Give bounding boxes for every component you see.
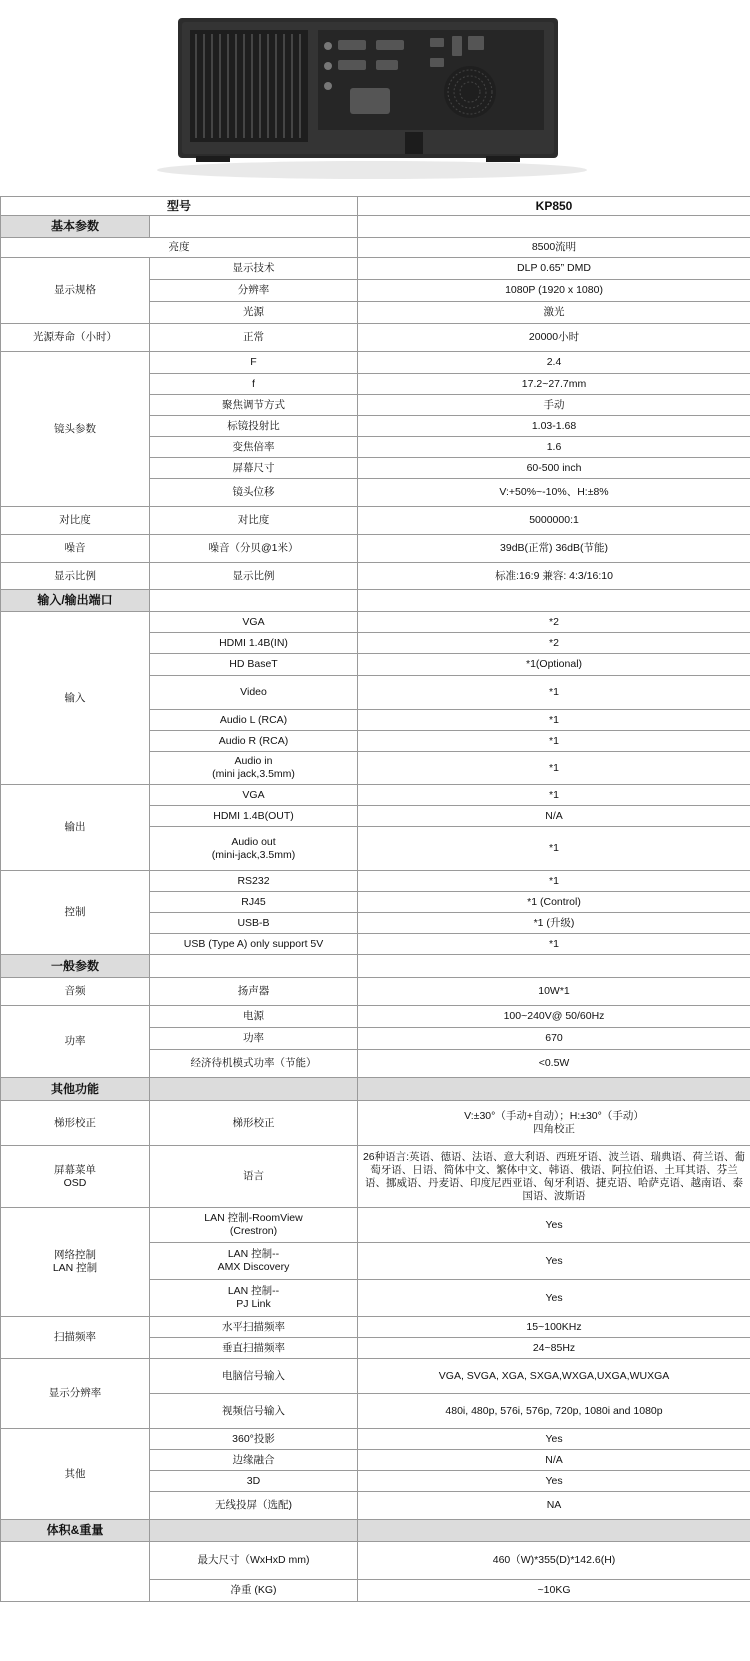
spec-table-wrapper — [0, 196, 750, 1602]
spec-label: 镜头位移 — [150, 479, 358, 507]
section-row — [1, 1078, 750, 1101]
spec-value: *1 — [358, 752, 750, 785]
spec-value: 480i, 480p, 576i, 576p, 720p, 1080i and 1080p — [358, 1394, 750, 1429]
spec-value: 1.03-1.68 — [358, 416, 750, 437]
spec-label: HDMI 1.4B(IN) — [150, 633, 358, 654]
spec-label: 电源 — [150, 1006, 358, 1028]
spec-label: RJ45 — [150, 892, 358, 913]
spec-label: USB (Type A) only support 5V — [150, 934, 358, 955]
spec-value: NA — [358, 1492, 750, 1520]
table-row — [1, 978, 750, 1006]
spec-label: 梯形校正 — [150, 1101, 358, 1146]
spec-value: V:+50%~-10%、H:±8% — [358, 479, 750, 507]
spec-label: 边缘融合 — [150, 1450, 358, 1471]
spec-value: <0.5W — [358, 1050, 750, 1078]
table-row — [1, 612, 750, 633]
group-label: 梯形校正 — [1, 1101, 150, 1146]
group-label: 网络控制 LAN 控制 — [1, 1208, 150, 1317]
table-row — [1, 1006, 750, 1028]
table-row — [1, 563, 750, 590]
spec-label: 聚焦调节方式 — [150, 395, 358, 416]
group-label: 镜头参数 — [1, 352, 150, 507]
spec-label: 噪音（分贝@1米） — [150, 535, 358, 563]
spec-label: Audio out (mini-jack,3.5mm) — [150, 827, 358, 871]
spec-value: *1 (升级) — [358, 913, 750, 934]
group-label: 屏幕菜单 OSD — [1, 1146, 150, 1208]
spec-value: ~10KG — [358, 1580, 750, 1602]
spec-label: LAN 控制-- PJ Link — [150, 1280, 358, 1317]
spec-table — [0, 196, 750, 1602]
spec-label: 水平扫描频率 — [150, 1317, 358, 1338]
group-label: 对比度 — [1, 507, 150, 535]
spec-value: *1 — [358, 871, 750, 892]
spec-value: *1 — [358, 785, 750, 806]
group-label: 光源寿命（小时） — [1, 324, 150, 352]
section-row — [1, 590, 750, 612]
group-label: 显示分辨率 — [1, 1359, 150, 1429]
table-row — [1, 238, 750, 258]
spec-value: 激光 — [358, 302, 750, 324]
table-row — [1, 1542, 750, 1580]
section-title: 基本参数 — [1, 216, 150, 238]
spec-label: Audio in (mini jack,3.5mm) — [150, 752, 358, 785]
spec-label: Video — [150, 676, 358, 710]
spec-value: V:±30°（手动+自动）；H:±30°（手动） 四角校正 — [358, 1101, 750, 1146]
spec-label: 视频信号输入 — [150, 1394, 358, 1429]
model-label: 型号 — [1, 197, 358, 216]
table-row — [1, 871, 750, 892]
spec-label: 显示比例 — [150, 563, 358, 590]
spec-label: 语言 — [150, 1146, 358, 1208]
spec-value: Yes — [358, 1280, 750, 1317]
group-label: 输出 — [1, 785, 150, 871]
spec-label: LAN 控制-- AMX Discovery — [150, 1243, 358, 1280]
product-image — [0, 0, 750, 190]
table-row — [1, 1317, 750, 1338]
spec-label: 显示技术 — [150, 258, 358, 280]
spec-label: 扬声器 — [150, 978, 358, 1006]
spec-label: 功率 — [150, 1028, 358, 1050]
table-row — [1, 785, 750, 806]
spec-value: Yes — [358, 1471, 750, 1492]
spec-label: HD BaseT — [150, 654, 358, 676]
model-value: KP850 — [358, 197, 750, 216]
spec-value: *1(Optional) — [358, 654, 750, 676]
table-row — [1, 324, 750, 352]
spec-value: 60-500 inch — [358, 458, 750, 479]
spec-label: 最大尺寸（WxHxD mm) — [150, 1542, 358, 1580]
spec-label: 3D — [150, 1471, 358, 1492]
spec-value: 2.4 — [358, 352, 750, 374]
section-row — [1, 955, 750, 978]
spec-value: *1 — [358, 934, 750, 955]
spec-label: USB-B — [150, 913, 358, 934]
table-row — [1, 1359, 750, 1394]
spec-value: 460（W)*355(D)*142.6(H) — [358, 1542, 750, 1580]
group-label: 显示规格 — [1, 258, 150, 324]
section-title: 体积&重量 — [1, 1520, 150, 1542]
spec-label: 360°投影 — [150, 1429, 358, 1450]
section-title: 其他功能 — [1, 1078, 150, 1101]
spec-value: *1 — [358, 676, 750, 710]
section-title: 输入/输出端口 — [1, 590, 150, 612]
spec-value: 5000000:1 — [358, 507, 750, 535]
spec-label: RS232 — [150, 871, 358, 892]
spec-label: 对比度 — [150, 507, 358, 535]
table-row — [1, 1208, 750, 1243]
spec-label: 正常 — [150, 324, 358, 352]
spec-value: 100~240V@ 50/60Hz — [358, 1006, 750, 1028]
spec-value: 24~85Hz — [358, 1338, 750, 1359]
table-row — [1, 1101, 750, 1146]
spec-value: 标准:16:9 兼容: 4:3/16:10 — [358, 563, 750, 590]
group-label: 显示比例 — [1, 563, 150, 590]
spec-value: Yes — [358, 1243, 750, 1280]
spec-value: 39dB(正常) 36dB(节能) — [358, 535, 750, 563]
spec-value: Yes — [358, 1429, 750, 1450]
section-title: 一般参数 — [1, 955, 150, 978]
table-row — [1, 1429, 750, 1450]
table-header-row — [1, 197, 750, 216]
spec-label: Audio R (RCA) — [150, 731, 358, 752]
section-row — [1, 216, 750, 238]
spec-value: VGA, SVGA, XGA, SXGA,WXGA,UXGA,WUXGA — [358, 1359, 750, 1394]
spec-value: 1080P (1920 x 1080) — [358, 280, 750, 302]
spec-value: *1 — [358, 827, 750, 871]
spec-value: 17.2~27.7mm — [358, 374, 750, 395]
table-row — [1, 352, 750, 374]
spec-value: 20000小时 — [358, 324, 750, 352]
spec-label: 无线投屏（选配) — [150, 1492, 358, 1520]
spec-label: 净重 (KG) — [150, 1580, 358, 1602]
spec-label: 分辨率 — [150, 280, 358, 302]
spec-value: *1 — [358, 731, 750, 752]
spec-label: 光源 — [150, 302, 358, 324]
spec-value: 10W*1 — [358, 978, 750, 1006]
spec-value: DLP 0.65” DMD — [358, 258, 750, 280]
group-label: 其他 — [1, 1429, 150, 1520]
spec-value: 8500流明 — [358, 238, 750, 258]
spec-label: 经济待机模式功率（节能） — [150, 1050, 358, 1078]
spec-label: VGA — [150, 785, 358, 806]
spec-value: 手动 — [358, 395, 750, 416]
group-label: 音频 — [1, 978, 150, 1006]
table-row — [1, 507, 750, 535]
spec-label: 电脑信号输入 — [150, 1359, 358, 1394]
table-row — [1, 1146, 750, 1208]
table-row — [1, 258, 750, 280]
spec-label: 屏幕尺寸 — [150, 458, 358, 479]
spec-label: Audio L (RCA) — [150, 710, 358, 731]
spec-label: HDMI 1.4B(OUT) — [150, 806, 358, 827]
spec-value: *2 — [358, 612, 750, 633]
group-label: 扫描频率 — [1, 1317, 150, 1359]
spec-value: 1.6 — [358, 437, 750, 458]
spec-value: *1 — [358, 710, 750, 731]
spec-label: VGA — [150, 612, 358, 633]
group-label: 控制 — [1, 871, 150, 955]
spec-value: 26种语言:英语、德语、法语、意大利语、西班牙语、波兰语、瑞典语、荷兰语、葡萄牙语、日语、简体中文、繁体中文、韩语、俄语、阿拉伯语、土耳其语、芬兰语、挪威语、丹麦语、印度尼西亚语、匈牙利语、捷克语、哈萨克语、越南语、泰国语、波斯语 — [358, 1146, 750, 1208]
spec-label: 垂直扫描频率 — [150, 1338, 358, 1359]
spec-value: N/A — [358, 806, 750, 827]
group-label: 功率 — [1, 1006, 150, 1078]
group-label: 输入 — [1, 612, 150, 785]
spec-label: 亮度 — [1, 238, 358, 258]
spec-label: 变焦倍率 — [150, 437, 358, 458]
spec-value: *2 — [358, 633, 750, 654]
spec-label: LAN 控制-RoomView (Crestron) — [150, 1208, 358, 1243]
section-row — [1, 1520, 750, 1542]
spec-value: N/A — [358, 1450, 750, 1471]
spec-label: 标镜投射比 — [150, 416, 358, 437]
spec-value: Yes — [358, 1208, 750, 1243]
spec-label: f — [150, 374, 358, 395]
group-label: 噪音 — [1, 535, 150, 563]
spec-value: *1 (Control) — [358, 892, 750, 913]
spec-label: F — [150, 352, 358, 374]
table-row — [1, 535, 750, 563]
spec-value: 15~100KHz — [358, 1317, 750, 1338]
spec-value: 670 — [358, 1028, 750, 1050]
